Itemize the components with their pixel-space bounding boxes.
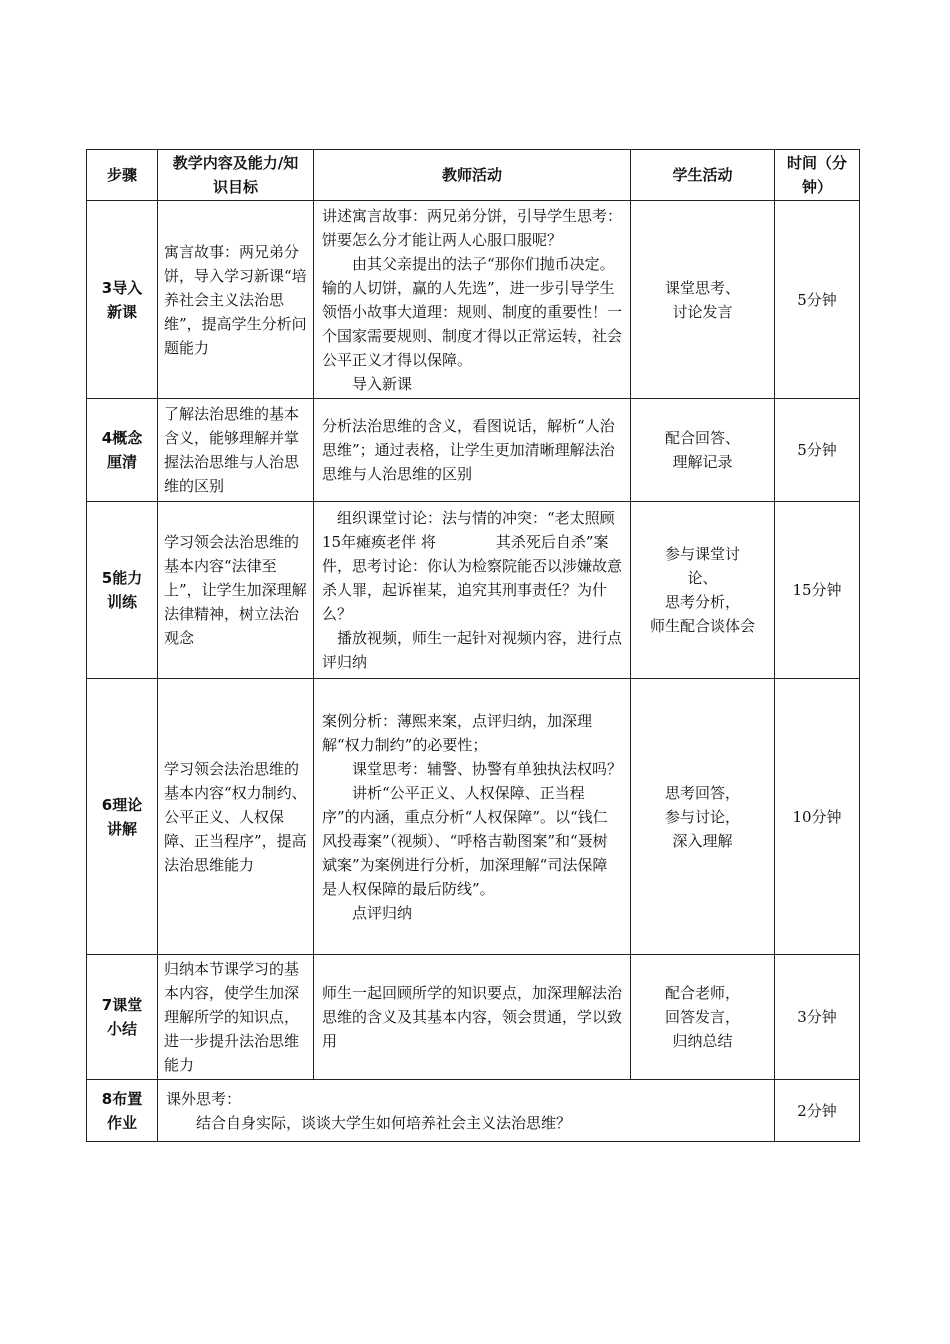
table-row	[87, 955, 860, 1080]
student-line: 思考回答，	[664, 783, 740, 802]
teacher-paragraph: 点评归纳	[352, 903, 413, 922]
objective-cell: 学习领会法治思维的基本内容“权力制约、公平正义、人权保障、正当程序”，提高法治思维能力	[158, 679, 314, 955]
homework-cell	[158, 1080, 775, 1142]
time-cell: 2分钟	[775, 1080, 860, 1142]
student-line: 配合回答、	[664, 429, 740, 447]
teacher-paragraph: 导入新课	[352, 374, 413, 393]
teacher-paragraph: 课堂思考：辅警、协警有单独执法权吗？	[352, 759, 623, 778]
student-line: 课堂思考、	[664, 278, 740, 297]
student-line: 参与讨论，	[664, 807, 740, 826]
step-cell: 8布置作业	[87, 1080, 158, 1142]
teacher-paragraph: 由其父亲提出的法子“那你们抛币决定。输的人切饼，赢的人先选”，进一步引导学生领悟小故事大道理：规则、制度的重要性！一个国家需要规则、制度才得以正常运转，社会公平正义才得以保障。	[322, 254, 623, 369]
student-activity-cell	[631, 201, 775, 399]
teacher-paragraph: 分析法治思维的含义，看图说话，解析“人治思维”；通过表格，让学生更加清晰理解法治思维与人治思维的区别	[322, 417, 615, 483]
homework-content: 结合自身实际，谈谈大学生如何培养社会主义法治思维？	[196, 1113, 572, 1132]
teacher-paragraph: 讲述寓言故事：两兄弟分饼，引导学生思考：饼要怎么分才能让两人心服口服呢？	[322, 206, 623, 249]
homework-row	[87, 1080, 860, 1142]
objective-cell: 了解法治思维的基本含义，能够理解并掌握法治思维与人治思维的区别	[158, 399, 314, 502]
objective-cell: 学习领会法治思维的基本内容“法律至上”，让学生加深理解法律精神，树立法治观念	[158, 502, 314, 679]
header-teacher-activity: 教师活动	[314, 150, 631, 201]
student-activity-cell	[631, 679, 775, 955]
teacher-activity-cell	[314, 679, 631, 955]
step-cell: 5能力训练	[87, 502, 158, 679]
teacher-activity-cell	[314, 955, 631, 1080]
table-row	[87, 399, 860, 502]
teacher-paragraph: 案例分析：薄熙来案，点评归纳，加深理解“权力制约”的必要性；	[322, 711, 593, 754]
teacher-activity-cell	[314, 201, 631, 399]
time-cell: 5分钟	[775, 399, 860, 502]
teacher-paragraph: 组织课堂讨论：法与情的冲突：“老太照顾15年瘫痪老伴 将 其杀死后自杀”案件，思考讨论：你认为检察院能否以涉嫌故意杀人罪，起诉崔某，追究其刑事责任？为什么？	[322, 509, 623, 623]
teacher-paragraph: 师生一起回顾所学的知识要点，加深理解法治思维的含义及其基本内容，领会贯通，学以致用	[322, 984, 623, 1050]
student-activity-cell	[631, 955, 775, 1080]
student-line: 论、	[687, 569, 718, 587]
step-cell: 4概念厘清	[87, 399, 158, 502]
header-objective: 教学内容及能力/知识目标	[158, 150, 314, 201]
step-cell: 3导入新课	[87, 201, 158, 399]
table-row	[87, 502, 860, 679]
student-line: 配合老师，	[664, 984, 740, 1002]
time-cell: 5分钟	[775, 201, 860, 399]
teacher-paragraph: 播放视频，师生一起针对视频内容，进行点评归纳	[322, 629, 623, 671]
student-line: 思考分析，	[664, 593, 740, 611]
header-row	[87, 150, 860, 201]
student-line: 回答发言，	[664, 1008, 740, 1026]
table-row	[87, 201, 860, 399]
header-step: 步骤	[87, 150, 158, 201]
time-cell: 10分钟	[775, 679, 860, 955]
student-activity-cell	[631, 399, 775, 502]
objective-cell: 寓言故事：两兄弟分饼，导入学习新课“培养社会主义法治思维”，提高学生分析问题能力	[158, 201, 314, 399]
student-line: 理解记录	[672, 453, 733, 471]
teacher-activity-cell	[314, 399, 631, 502]
table-row	[87, 679, 860, 955]
step-cell: 7课堂小结	[87, 955, 158, 1080]
time-cell: 3分钟	[775, 955, 860, 1080]
student-activity-cell	[631, 502, 775, 679]
teacher-activity-cell	[314, 502, 631, 679]
header-student-activity: 学生活动	[631, 150, 775, 201]
student-line: 讨论发言	[672, 302, 733, 321]
step-cell: 6理论讲解	[87, 679, 158, 955]
teacher-paragraph: 讲析“公平正义、人权保障、正当程序”的内涵，重点分析“人权保障”。以“钱仁风投毒案”（视频）、“呼格吉勒图案”和“聂树斌案”为案例进行分析，加深理解“司法保障是人权保障的最后防线”。	[322, 783, 608, 898]
homework-label: 课外思考：	[166, 1089, 242, 1108]
student-line: 参与课堂讨	[664, 545, 740, 563]
objective-cell: 归纳本节课学习的基本内容，使学生加深理解所学的知识点，进一步提升法治思维能力	[158, 955, 314, 1080]
header-time: 时间（分钟）	[775, 150, 860, 201]
student-line: 师生配合谈体会	[649, 617, 755, 635]
time-cell: 15分钟	[775, 502, 860, 679]
student-line: 归纳总结	[672, 1032, 733, 1050]
student-line: 深入理解	[672, 831, 733, 850]
lesson-plan-table	[86, 149, 860, 1142]
